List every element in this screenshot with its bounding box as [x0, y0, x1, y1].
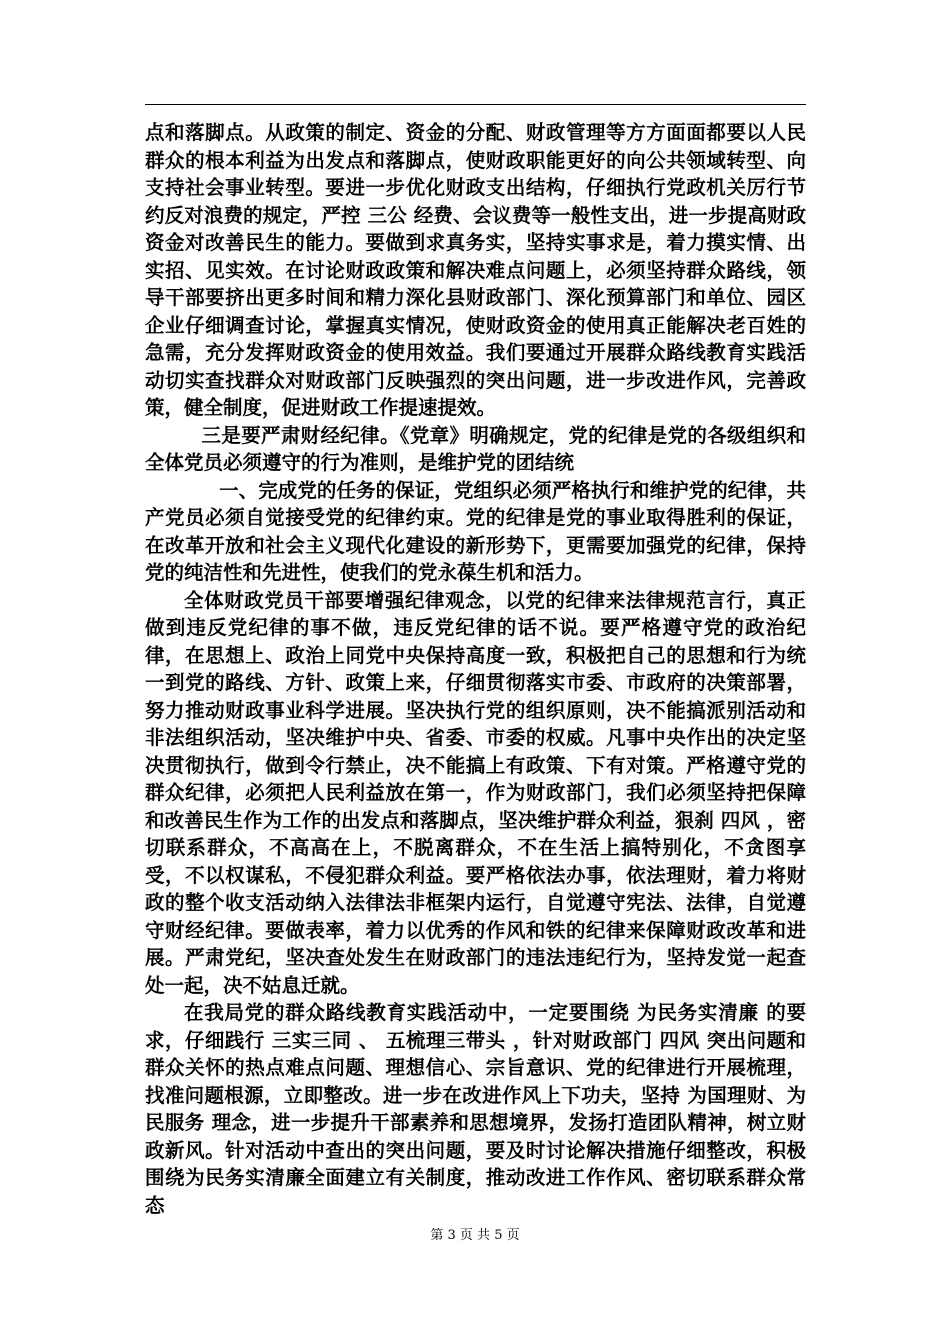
- paragraph-4: 全体财政党员干部要增强纪律观念，以党的纪律来法律规范言行，真正做到违反党纪律的事不做，违反党纪律的话不说。要严格遵守党的政治纪律，在思想上、政治上同党中央保持高度一致，积极把自己的思想和行为统一到党的路线、方针、政策上来，仔细贯彻落实市委、市政府的决策部署，努力推动财政事业科学进展。坚决执行党的组织原则，决不能搞派别活动和非法组织活动，坚决维护中央、省委、市委的权威。凡事中央作出的决定坚决贯彻执行，做到令行禁止，决不能搞上有政策、下有对策。严格遵守党的群众纪律，必须把人民利益放在第一，作为财政部门，我们必须坚持把保障和改善民生作为工作的出发点和落脚点，坚决维护群众利益，狠刹 四风 ，密切联系群众，不高高在上，不脱离群众，不在生活上搞特别化，不贪图享受，不以权谋私，不侵犯群众利益。要严格依法办事，依法理财，着力将财政的整个收支活动纳入法律法非框架内运行，自觉遵守宪法、法律，自觉遵守财经纪律。要做表率，着力以优秀的作风和铁的纪律来保障财政改革和进展。严肃党纪，坚决查处发生在财政部门的违法违纪行为，坚持发觉一起查处一起，决不姑息迁就。: [145, 588, 807, 997]
- footer-middle: 页 共: [459, 1228, 491, 1243]
- footer-current-page: 3: [447, 1228, 456, 1243]
- footer-prefix: 第: [430, 1228, 444, 1243]
- paragraph-5: 在我局党的群众路线教育实践活动中，一定要围绕 为民务实清廉 的要求，仔细践行 三实三同 、 五梳理三带头 ，针对财政部门 四风 突出问题和群众关怀的热点难点问题、理想信心、宗旨意识、党的纪律进行开展梳理，找准问题根源，立即整改。进一步在改进作风上下功夫，坚持 为国理财、为民服务 理念，进一步提升干部素养和思想境界，发扬打造团队精神，树立财政新风。针对活动中查出的突出问题，要及时讨论解决措施仔细整改，积极围绕为民务实清廉全面建立有关制度，推动改进工作作风、密切联系群众常态: [145, 1001, 806, 1217]
- document-body: [145, 119, 806, 1219]
- footer-suffix: 页: [506, 1228, 520, 1243]
- paragraph-3: 一、完成党的任务的保证，党组织必须严格执行和维护党的纪律，共产党员必须自觉接受党的纪律约束。党的纪律是党的事业取得胜利的保证，在改革开放和社会主义现代化建设的新形势下，更需要加强党的纪律，保持党的纯洁性和先进性，使我们的党永葆生机和活力。: [145, 478, 806, 584]
- page-footer: [0, 1228, 950, 1244]
- paragraph-1: 点和落脚点。从政策的制定、资金的分配、财政管理等方方面面都要以人民群众的根本利益为出发点和落脚点，使财政职能更好的向公共领域转型、向支持社会事业转型。要进一步优化财政支出结构，仔细执行党政机关厉行节约反对浪费的规定，严控 三公 经费、会议费等一般性支出，进一步提高财政资金对改善民生的能力。要做到求真务实，坚持实事求是，着力摸实情、出实招、见实效。在讨论财政政策和解决难点问题上，必须坚持群众路线，领导干部要挤出更多时间和精力深化县财政部门、深化预算部门和单位、园区企业仔细调查讨论，掌握真实情况，使财政资金的使用真正能解决老百姓的急需，充分发挥财政资金的使用效益。我们要通过开展群众路线教育实践活动切实查找群众对财政部门反映强烈的突出问题，进一步改进作风，完善政策，健全制度，促进财政工作提速提效。: [145, 121, 807, 419]
- header-rule: [145, 104, 806, 105]
- footer-total-pages: 5: [494, 1228, 503, 1243]
- paragraph-2: 三是要严肃财经纪律。《党章》明确规定，党的纪律是党的各级组织和全体党员必须遵守的行为准则，是维护党的团结统: [145, 423, 806, 474]
